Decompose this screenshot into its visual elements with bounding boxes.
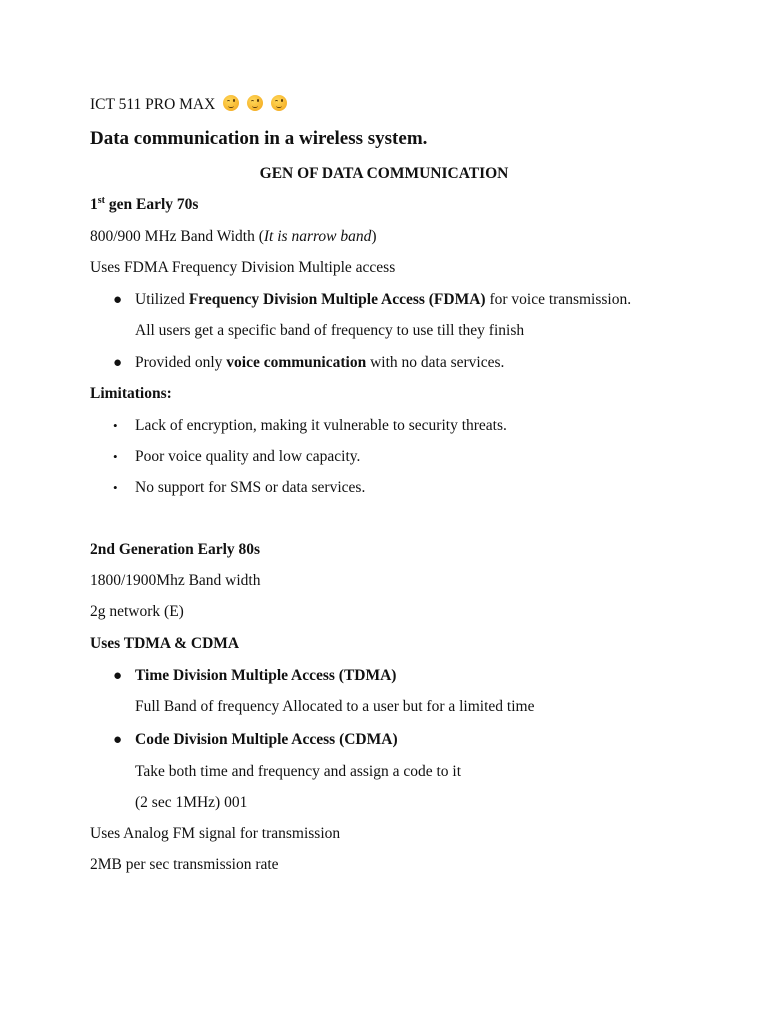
gen1-uses: Uses FDMA Frequency Division Multiple access (90, 259, 396, 276)
bullet-icon: • (113, 480, 118, 495)
gen2-network: 2g network (E) (90, 603, 184, 620)
gen2-rate: 2MB per sec transmission rate (90, 856, 279, 873)
limitations-title: Limitations: (90, 385, 172, 402)
tdma-note: Full Band of frequency Allocated to a user but for a limited time (135, 698, 535, 715)
cdma-note-2: (2 sec 1MHz) 001 (135, 794, 248, 811)
winking-face-icon (271, 95, 287, 111)
document-title-line (90, 95, 287, 115)
bullet-icon: ● (113, 355, 123, 371)
main-heading: Data communication in a wireless system. (90, 128, 428, 149)
gen2-signal: Uses Analog FM signal for transmission (90, 825, 341, 842)
winking-face-icon (223, 95, 239, 111)
winking-face-icon (247, 95, 263, 111)
gen2-bandwidth: 1800/1900Mhz Band width (90, 572, 261, 589)
bullet-icon: ● (113, 732, 123, 748)
gen2-uses: Uses TDMA & CDMA (90, 635, 240, 652)
tdma-title: Time Division Multiple Access (TDMA) (135, 667, 397, 684)
limitation-item: Poor voice quality and low capacity. (135, 448, 361, 465)
limitation-item: No support for SMS or data services. (135, 479, 366, 496)
limitation-item: Lack of encryption, making it vulnerable to security threats. (135, 417, 507, 434)
gen1-title: 1st gen Early 70s (90, 194, 199, 213)
gen1-bullet-fdma: Utilized Frequency Division Multiple Access (FDMA) for voice transmission. (135, 291, 632, 308)
cdma-note-1: Take both time and frequency and assign a code to it (135, 763, 462, 780)
gen2-title: 2nd Generation Early 80s (90, 541, 261, 558)
bullet-icon: • (113, 418, 118, 433)
bullet-icon: ● (113, 668, 123, 684)
bullet-icon: ● (113, 292, 123, 308)
gen1-bullet-voice: Provided only voice communication with no data services. (135, 354, 505, 371)
section-heading: GEN OF DATA COMMUNICATION (259, 165, 509, 182)
gen1-bandwidth: 800/900 MHz Band Width (It is narrow band) (90, 228, 377, 245)
document-title: ICT 511 PRO MAX (90, 96, 216, 113)
gen1-sub-note: All users get a specific band of frequency to use till they finish (135, 322, 525, 339)
bullet-icon: • (113, 449, 118, 464)
cdma-title: Code Division Multiple Access (CDMA) (135, 731, 398, 748)
